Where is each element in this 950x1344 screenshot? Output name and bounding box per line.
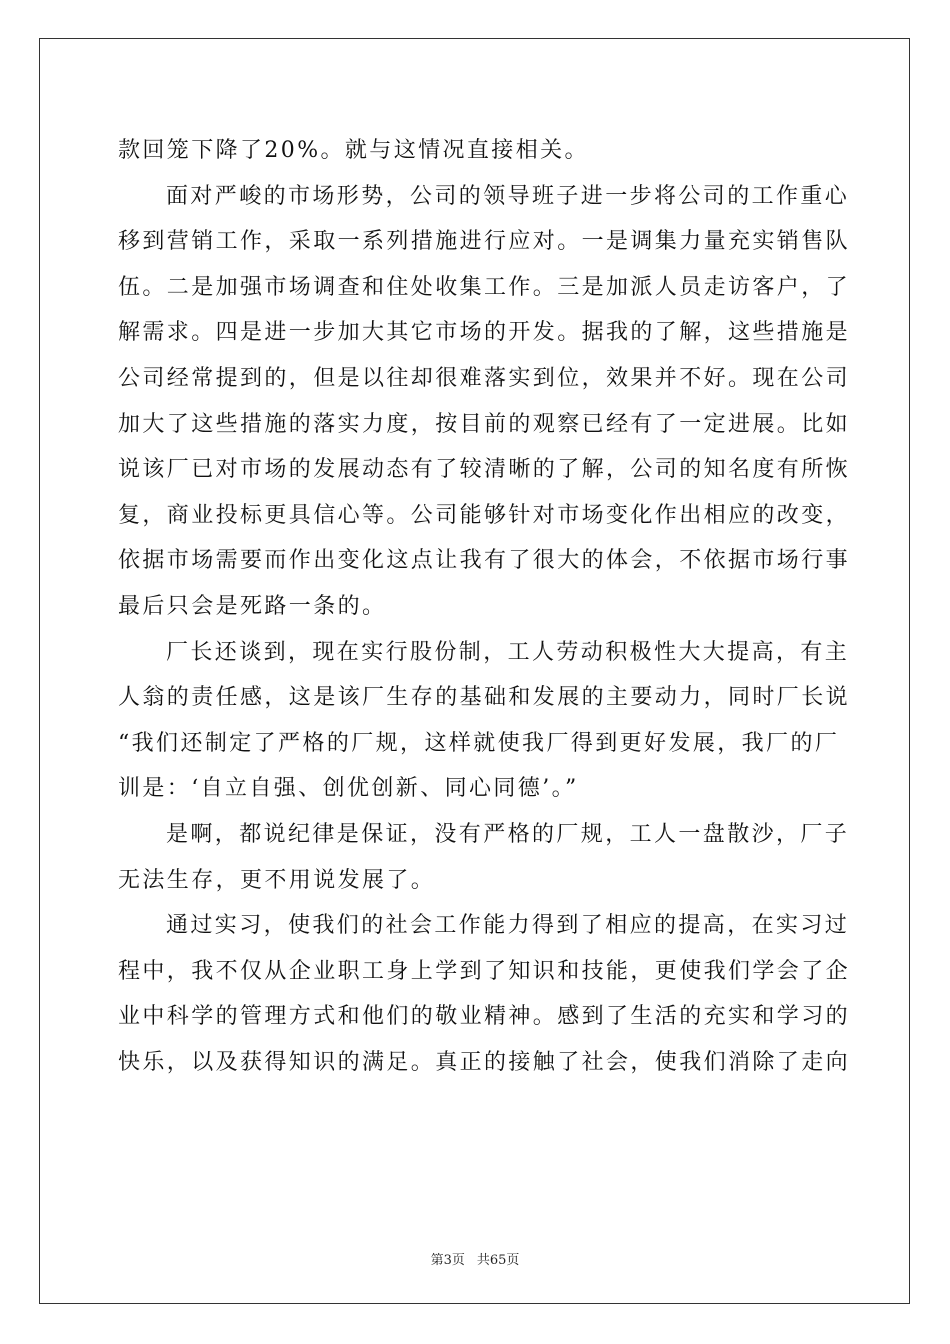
text-line: “我们还制定了严格的厂规，这样就使我厂得到更好发展，我厂的厂	[118, 730, 840, 756]
text-line: 通过实习，使我们的社会工作能力得到了相应的提高，在实习过	[166, 913, 850, 939]
text-line: 快乐，以及获得知识的满足。真正的接触了社会，使我们消除了走向	[118, 1049, 851, 1075]
text-line: 是啊，都说纪律是保证，没有严格的厂规，工人一盘散沙，厂子	[166, 821, 850, 847]
text-line: 移到营销工作，采取一系列措施进行应对。一是调集力量充实销售队	[118, 229, 851, 255]
text-line: 最后只会是死路一条的。	[118, 593, 387, 619]
text-line: 款回笼下降了20%。就与这情况直接相关。	[118, 138, 589, 163]
text-line: 厂长还谈到，现在实行股份制，工人劳动积极性大大提高，有主	[166, 639, 850, 665]
page-footer	[0, 1249, 950, 1268]
text-line: 无法生存，更不用说发展了。	[118, 867, 436, 893]
text-line: 业中科学的管理方式和他们的敬业精神。感到了生活的充实和学习的	[118, 1004, 851, 1030]
text-line: 复，商业投标更具信心等。公司能够针对市场变化作出相应的改变，	[118, 502, 851, 528]
document-body	[118, 128, 851, 1085]
text-line: 伍。二是加强市场调查和住处收集工作。三是加派人员走访客户，了	[118, 274, 851, 300]
text-line: 解需求。四是进一步加大其它市场的开发。据我的了解，这些措施是	[118, 320, 851, 346]
text-line: 公司经常提到的，但是以往却很难落实到位，效果并不好。现在公司	[118, 365, 851, 391]
text-line: 程中，我不仅从企业职工身上学到了知识和技能，更使我们学会了企	[118, 958, 851, 984]
text-line: 说该厂已对市场的发展动态有了较清晰的了解，公司的知名度有所恢	[118, 457, 851, 483]
text-line: 训是：‘自立自强、创优创新、同心同德’。”	[118, 776, 579, 802]
text-line: 人翁的责任感，这是该厂生存的基础和发展的主要动力，同时厂长说	[118, 685, 851, 711]
page-number: 第3页	[430, 1253, 465, 1268]
text-line: 加大了这些措施的落实力度，按目前的观察已经有了一定进展。比如	[118, 411, 851, 437]
text-line: 依据市场需要而作出变化这点让我有了很大的体会，不依据市场行事	[118, 548, 851, 574]
page-total: 共65页	[476, 1253, 520, 1268]
text-line: 面对严峻的市场形势，公司的领导班子进一步将公司的工作重心	[166, 183, 850, 209]
